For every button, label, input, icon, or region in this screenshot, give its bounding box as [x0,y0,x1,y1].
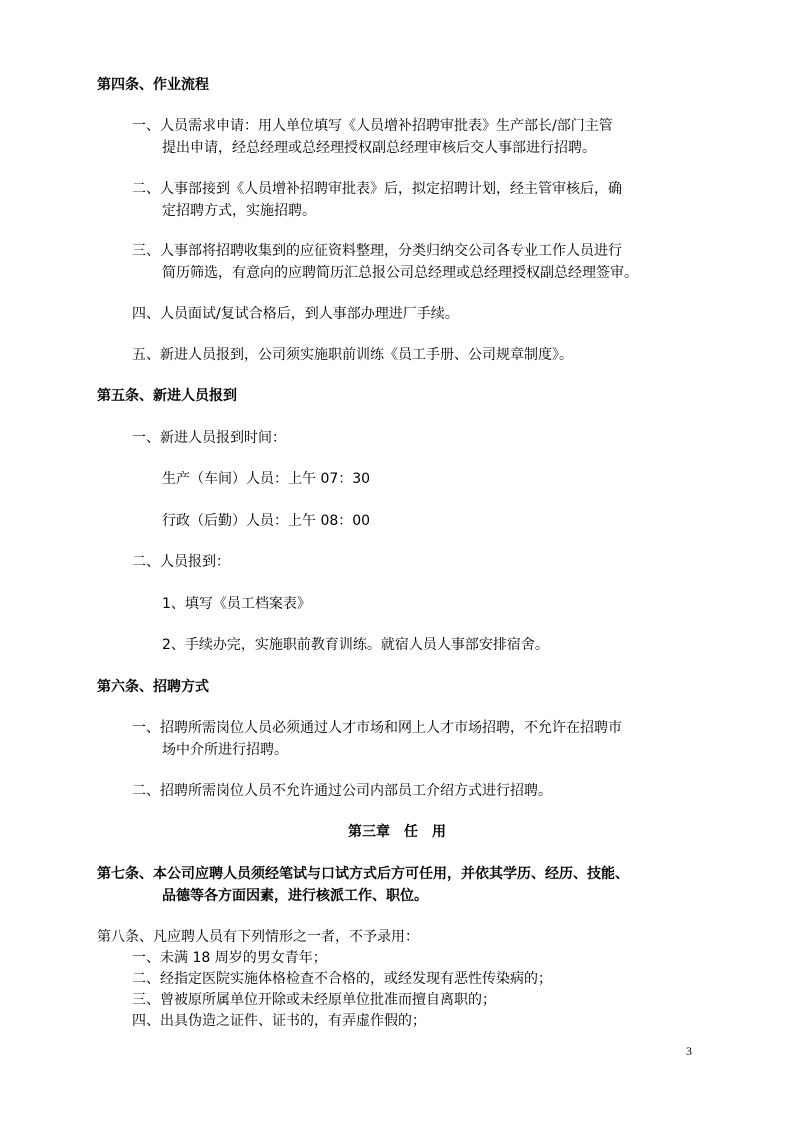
article4-heading: 第四条、作业流程 [97,77,209,93]
article6-item2: 二、招聘所需岗位人员不允许通过公司内部员工介绍方式进行招聘。 [132,783,552,799]
article4-item2-line2: 定招聘方式，实施招聘。 [162,203,316,219]
article8-item3: 三、曾被原所属单位开除或未经原单位批准而擅自离职的； [132,992,496,1008]
article4-item1-line1: 一、人员需求申请：用人单位填写《人员增补招聘审批表》生产部长/部门主管 [132,118,613,134]
article5-item1: 一、新进人员报到时间： [132,430,286,446]
article4-item2-line1: 二、人事部接到《人员增补招聘审批表》后，拟定招聘计划，经主管审核后，确 [132,181,622,197]
article6-heading: 第六条、招聘方式 [97,679,209,695]
article5-time1: 生产（车间）人员：上午 07：30 [162,471,371,487]
article4-item4: 四、人员面试/复试合格后，到人事部办理进厂手续。 [132,306,459,322]
article7-line1: 第七条、本公司应聘人员须经笔试与口试方式后方可任用，并依其学历、经历、技能、 [97,866,629,882]
article6-item1-line2: 场中介所进行招聘。 [162,742,288,758]
article6-item1-line1: 一、招聘所需岗位人员必须通过人才市场和网上人才市场招聘，不允许在招聘市 [132,720,622,736]
article5-time2: 行政（后勤）人员：上午 08：00 [162,513,371,529]
article7-line2: 品德等各方面因素，进行核派工作、职位。 [162,888,428,904]
article8-item2: 二、经指定医院实施体格检查不合格的，或经发现有恶性传染病的； [132,971,552,987]
article4-item3-line2: 简历筛选，有意向的应聘简历汇总报公司总经理或总经理授权副总经理签审。 [162,265,638,281]
article5-item2: 二、人员报到： [132,554,230,570]
article4-item3-line1: 三、人事部将招聘收集到的应征资料整理，分类归纳交公司各专业工作人员进行 [132,243,622,259]
page-number: 3 [686,1044,692,1058]
article8-item1: 一、未满 18 周岁的男女青年； [132,950,327,966]
article4-item1-line2: 提出申请，经总经理或总经理授权副总经理审核后交人事部进行招聘。 [162,140,596,156]
article5-step1: 1、填写《员工档案表》 [162,596,311,612]
article8-heading: 第八条、凡应聘人员有下列情形之一者，不予录用： [97,929,419,945]
article5-step2: 2、手续办完，实施职前教育训练。就宿人员人事部安排宿舍。 [162,637,549,653]
article4-item5: 五、新进人员报到，公司须实施职前训练《员工手册、公司规章制度》。 [132,347,573,363]
article8-item4: 四、出具伪造之证件、证书的，有弄虚作假的； [132,1013,426,1029]
article5-heading: 第五条、新进人员报到 [97,388,237,404]
chapter3-title: 第三章 任 用 [348,824,446,840]
